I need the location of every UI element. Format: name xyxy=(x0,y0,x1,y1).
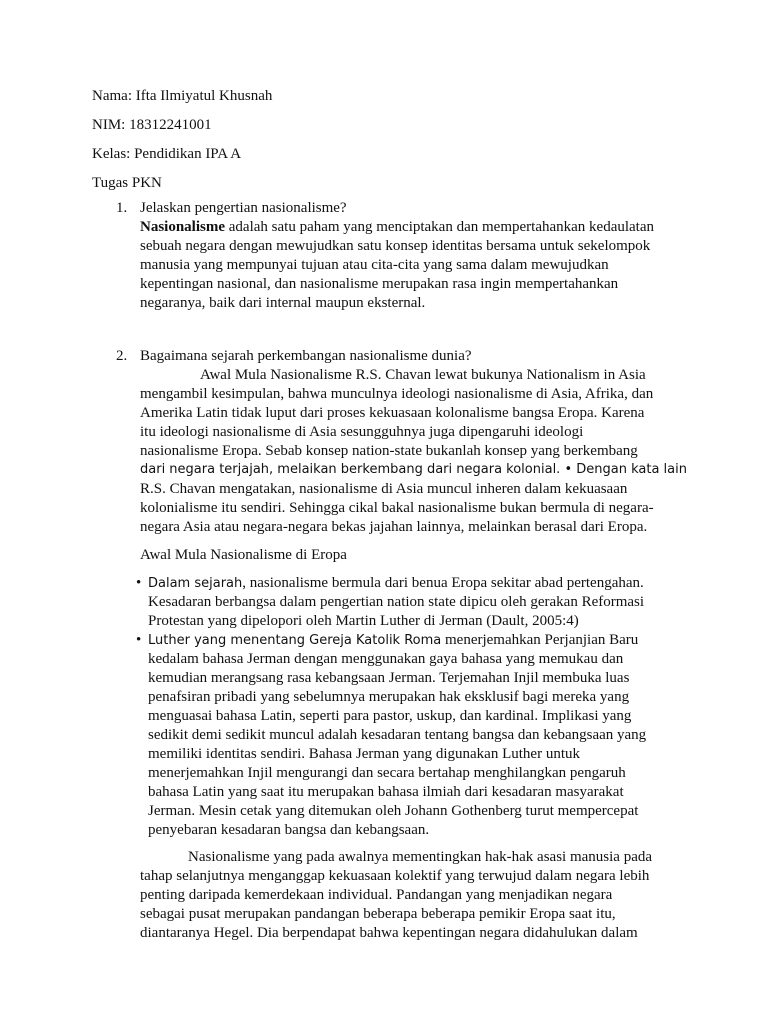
bullet-2-sans-span: Luther yang menentang Gereja Katolik Roma xyxy=(148,633,442,648)
bullet-2-rest: menerjemahkan Perjanjian Baru xyxy=(441,632,639,648)
bullet-1-line xyxy=(148,573,644,594)
bullet-1-rest: , nasionalisme bermula dari benua Eropa sekitar abad pertengahan. xyxy=(242,575,644,591)
answer-1-line: kepentingan nasional, dan nasionalisme merupakan rasa ingin mempertahankan xyxy=(140,276,619,292)
answer-2-line: dari negara terjajah, melaikan berkembang dari negara kolonial. • Dengan kata lain xyxy=(140,462,687,477)
question-2-text: Bagaimana sejarah perkembangan nasionalisme dunia? xyxy=(140,348,472,364)
paragraph-3-line: penting daripada kemerdekaan individual. Pandangan yang menjadikan negara xyxy=(140,887,613,903)
bullet-2-line: penafsiran pribadi yang sebelumnya merupakan hak eksklusif bagi mereka yang xyxy=(148,689,630,705)
bullet-2-line: menerjemahkan Injil mengurangi dan secara bertahap menghilangkan pengaruh xyxy=(148,765,626,781)
answer-2-line: negara Asia atau negara-negara bekas jajahan lainnya, melainkan berasal dari Eropa. xyxy=(140,519,648,535)
bullet-2-line: menguasai bahasa Latin, seperti para pastor, uskup, dan kardinal. Implikasi yang xyxy=(148,708,632,724)
student-nim: NIM: 18312241001 xyxy=(92,117,212,133)
bullet-1-line: Protestan yang dipelopori oleh Martin Luther di Jerman (Dault, 2005:4) xyxy=(148,613,579,629)
bullet-marker: • xyxy=(136,632,142,648)
answer-1-line: manusia yang mempunyai tujuan atau cita-cita yang sama dalam mewujudkan xyxy=(140,257,609,273)
paragraph-3-line: tahap selanjutnya menganggap kekuasaan kolektif yang terwujud dalam negara lebih xyxy=(140,868,650,884)
bullet-2-line: kemudian merangsang rasa kebangsaan Jerman. Terjemahan Injil membuka luas xyxy=(148,670,630,686)
bullet-1-line: Kesadaran berbangsa dalam pengertian nation state dipicu oleh gerakan Reformasi xyxy=(148,594,645,610)
answer-2-line: R.S. Chavan mengatakan, nasionalisme di Asia muncul inheren dalam kekuasaan xyxy=(140,481,628,497)
paragraph-3-line: sebagai pusat merupakan pandangan beberapa beberapa pemikir Eropa saat itu, xyxy=(140,906,616,922)
question-1-number: 1. xyxy=(116,200,128,216)
answer-2-line: itu ideologi nasionalisme di Asia sesungguhnya juga dipengaruhi ideologi xyxy=(140,424,584,440)
assignment-title: Tugas PKN xyxy=(92,175,162,191)
bullet-2-line: sedikit demi sedikit muncul adalah kesadaran tentang bangsa dan kebangsaan yang xyxy=(148,727,647,743)
bullet-2-line: penyebaran kesadaran bangsa dan kebangsaan. xyxy=(148,822,430,838)
paragraph-3-line: Nasionalisme yang pada awalnya mementingkan hak-hak asasi manusia pada xyxy=(188,849,653,865)
bullet-1-sans-span: Dalam sejarah xyxy=(148,576,243,591)
answer-1-line: sebuah negara dengan mewujudkan satu konsep identitas bersama untuk sekelompok xyxy=(140,238,651,254)
bullet-2-line: memiliki identitas sendiri. Bahasa Jerman yang digunakan Luther untuk xyxy=(148,746,580,762)
bullet-marker: • xyxy=(136,575,142,591)
answer-2-line: Awal Mula Nasionalisme R.S. Chavan lewat bukunya Nationalism in Asia xyxy=(200,367,646,383)
student-class: Kelas: Pendidikan IPA A xyxy=(92,146,242,162)
paragraph-3-line: diantaranya Hegel. Dia berpendapat bahwa kepentingan negara didahulukan dalam xyxy=(140,925,638,941)
question-2-number: 2. xyxy=(116,348,128,364)
answer-2-line: nasionalisme Eropa. Sebab konsep nation-state bukanlah konsep yang berkembang xyxy=(140,443,638,459)
answer-2-line: kolonialisme itu sendiri. Sehingga cikal bakal nasionalisme bukan bermula di negara- xyxy=(140,500,654,516)
answer-1-line: negaranya, baik dari internal maupun eksternal. xyxy=(140,295,426,311)
bullet-2-line: bahasa Latin yang saat itu merupakan bahasa ilmiah dari kesadaran masyarakat xyxy=(148,784,624,800)
answer-1-line xyxy=(140,217,654,237)
section-subheading: Awal Mula Nasionalisme di Eropa xyxy=(140,547,347,563)
bullet-2-line: kedalam bahasa Jerman dengan menggunakan gaya bahasa yang memukau dan xyxy=(148,651,624,667)
bullet-2-line xyxy=(148,630,638,651)
answer-1-term: Nasionalisme xyxy=(140,219,226,235)
student-name: Nama: Ifta Ilmiyatul Khusnah xyxy=(92,88,273,104)
bullet-2-line: Jerman. Mesin cetak yang ditemukan oleh Johann Gothenberg turut mempercepat xyxy=(148,803,639,819)
answer-2-line: mengambil kesimpulan, bahwa munculnya ideologi nasionalisme di Asia, Afrika, dan xyxy=(140,386,654,402)
answer-1-line-rest: adalah satu paham yang menciptakan dan mempertahankan kedaulatan xyxy=(225,219,655,235)
answer-2-line: Amerika Latin tidak luput dari proses kekuasaan kolonalisme bangsa Eropa. Karena xyxy=(140,405,645,421)
question-1-text: Jelaskan pengertian nasionalisme? xyxy=(140,200,347,216)
